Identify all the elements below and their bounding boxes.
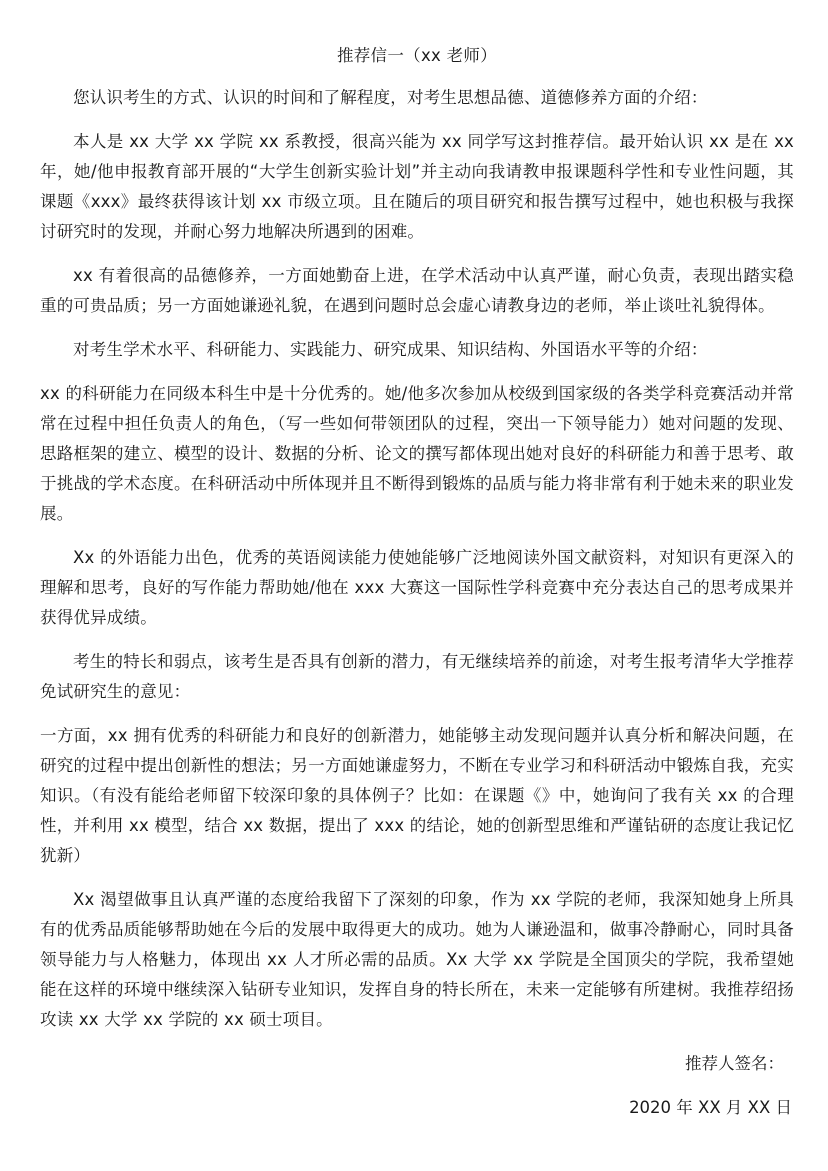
letter-title: 推荐信一（xx 老师）: [336, 46, 498, 65]
signature-label: 推荐人签名：: [685, 1054, 784, 1073]
paragraph-conclusion: Xx 渴望做事且认真严谨的态度给我留下了深刻的印象，作为 xx 学院的老师，我深知她身上所具有的优秀品质能够帮助她在今后的发展中取得更大的成功。她为人谦逊温和，做事冷静耐心，同时具备领导能力与人格魅力，体现出 xx 人才所必需的品质。Xx 大学 xx 学院是全国顶尖的学院，我希望她能在这样的环境中继续深入钻研专业知识，发挥自身的特长所在，未来一定能够有所建树。我推荐绍扬攻读 xx 大学 xx 学院的 xx 硕士项目。: [40, 890, 794, 1029]
paragraph-language-ability: Xx 的外语能力出色，优秀的英语阅读能力使她能够广泛地阅读外国文献资料，对知识有更深入的理解和思考，良好的写作能力帮助她/他在 xxx 大赛这一国际性学科竞赛中充分表达自己的思考成果并获得优异成绩。: [40, 548, 794, 627]
section-heading-character: 您认识考生的方式、认识的时间和了解程度，对考生思想品德、道德修养方面的介绍：: [73, 88, 708, 107]
section-heading-potential: 考生的特长和弱点，该考生是否具有创新的潜力，有无继续培养的前途，对考生报考清华大学推荐免试研究生的意见：: [40, 652, 794, 701]
paragraph-morality: xx 有着很高的品德修养，一方面她勤奋上进，在学术活动中认真严谨，耐心负责，表现出踏实稳重的可贵品质；另一方面她谦逊礼貌，在遇到问题时总会虚心请教身边的老师，举止谈吐礼貌得体。: [40, 266, 794, 315]
section-heading-academic: 对考生学术水平、科研能力、实践能力、研究成果、知识结构、外国语水平等的介绍：: [73, 340, 708, 359]
paragraph-innovation: 一方面，xx 拥有优秀的科研能力和良好的创新潜力，她能够主动发现问题并认真分析和解决问题，在研究的过程中提出创新性的想法；另一方面她谦虚努力，不断在专业学习和科研活动中锻炼自我，充实知识。（有没有能给老师留下较深印象的具体例子？比如：在课题《》中，她询问了我有关 xx 的合理性，并利用 xx 模型，结合 xx 数据，提出了 xxx 的结论，她的创新型思维和严谨钻研的态度让我记忆犹新）: [40, 726, 794, 865]
paragraph-research-ability: xx 的科研能力在同级本科生中是十分优秀的。她/他多次参加从校级到国家级的各类学科竞赛活动并常常在过程中担任负责人的角色，（写一些如何带领团队的过程，突出一下领导能力）她对问题的发现、思路框架的建立、模型的设计、数据的分析、论文的撰写都体现出她对良好的科研能力和善于思考、敢于挑战的学术态度。在科研活动中所体现并且不断得到锻炼的品质与能力将非常有利于她未来的职业发展。: [40, 384, 794, 523]
letter-date: 2020 年 XX 月 XX 日: [629, 1098, 792, 1117]
paragraph-introduction: 本人是 xx 大学 xx 学院 xx 系教授，很高兴能为 xx 同学写这封推荐信。最开始认识 xx 是在 xx 年，她/他申报教育部开展的“大学生创新实验计划”并主动向我请教申报课题科学性和专业性问题，其课题《xxx》最终获得该计划 xx 市级立项。且在随后的项目研究和报告撰写过程中，她也积极与我探讨研究时的发现，并耐心努力地解决所遇到的困难。: [40, 132, 794, 241]
